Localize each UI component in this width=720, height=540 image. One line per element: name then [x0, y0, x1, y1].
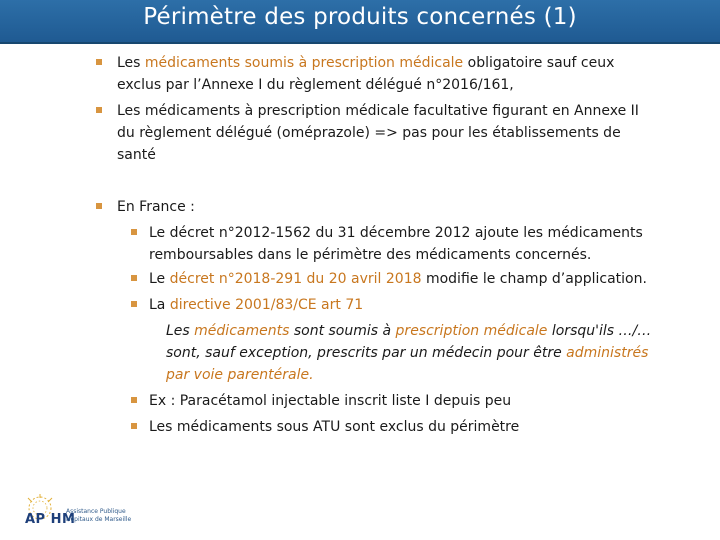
- bullet-2-line-1: Les médicaments à prescription médicale facultative figurant en Annexe II: [117, 103, 639, 119]
- sub-bullet-marker: [131, 301, 137, 307]
- sub-bullet-5-line: Les médicaments sous ATU sont exclus du périmètre: [149, 419, 520, 435]
- bullet-marker: [96, 59, 102, 65]
- bullet-1-line-2: exclus par l’Annexe I du règlement délégué n°2016/161,: [117, 77, 514, 93]
- highlight-text: médicaments soumis à prescription médicale: [144, 55, 464, 71]
- highlight-text: décret n°2018-291 du 20 avril 2018: [169, 271, 422, 287]
- sub-bullet-3-line: La directive 2001/83/CE art 71: [149, 297, 364, 313]
- highlight-text: directive 2001/83/CE art 71: [169, 297, 364, 313]
- bullet-marker: [96, 203, 102, 209]
- quote-line-1: Les médicaments sont soumis à prescription médicale lorsqu'ils …/…: [166, 323, 652, 339]
- logo-text: AP HM: [25, 512, 76, 527]
- bullet-2-line-2: du règlement délégué (oméprazole) => pas pour les établissements de: [117, 125, 621, 141]
- bullet-2-line-3: santé: [117, 147, 156, 163]
- sub-bullet-1-line-2: remboursables dans le périmètre des médicaments concernés.: [149, 247, 592, 263]
- sub-bullet-marker: [131, 397, 137, 403]
- sub-bullet-marker: [131, 423, 137, 429]
- sub-bullet-2-line: Le décret n°2018-291 du 20 avril 2018 modifie le champ d’application.: [149, 271, 647, 287]
- sub-bullet-1-line-1: Le décret n°2012-1562 du 31 décembre 2012 ajoute les médicaments: [149, 225, 643, 241]
- highlight-text: prescription médicale: [395, 323, 548, 339]
- bullet-marker: [96, 107, 102, 113]
- sub-bullet-4-line: Ex : Paracétamol injectable inscrit liste I depuis peu: [149, 393, 512, 409]
- logo-subtitle: Assistance Publique Hôpitaux de Marseille: [66, 508, 132, 523]
- bullet-1-line-1: Les médicaments soumis à prescription médicale obligatoire sauf ceux: [117, 55, 615, 71]
- quote-line-3: par voie parentérale.: [166, 367, 314, 383]
- highlight-text: médicaments: [194, 323, 290, 339]
- bullet-3-line-1: En France :: [117, 199, 195, 215]
- highlight-text: administrés: [566, 345, 649, 361]
- sub-bullet-marker: [131, 229, 137, 235]
- page-title: Périmètre des produits concernés (1): [143, 4, 577, 30]
- sub-bullet-marker: [131, 275, 137, 281]
- quote-line-2: sont, sauf exception, prescrits par un médecin pour être administrés: [166, 345, 649, 361]
